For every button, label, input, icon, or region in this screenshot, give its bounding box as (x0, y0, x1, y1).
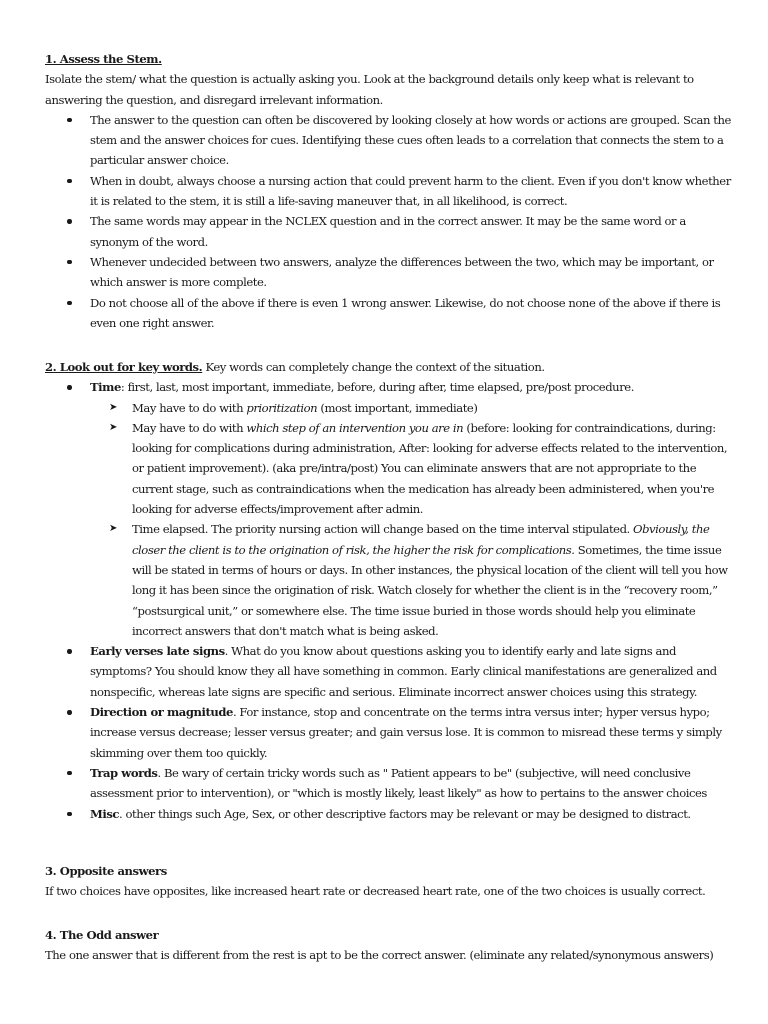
sub-item (87, 519, 735, 641)
term-label: Time (90, 380, 121, 395)
list-item: The answer to the question can often be discovered by looking closely at how words or actions are grouped. Scan the stem and the answer choices for cues. Identifying these cues often leads to a correlation that connects the stem to a particular answer choice. (45, 110, 735, 171)
section-odd-answer (45, 925, 735, 966)
term-label: Trap words (90, 765, 158, 780)
list-item: When in doubt, always choose a nursing action that could prevent harm to the client. Even if you don't know whether it is related to the stem, it is still a life-saving maneuver that, in all likelihood, is correct. (45, 171, 735, 212)
sub-text: May have to do with (132, 400, 247, 415)
sub-italic: prioritization (246, 400, 318, 415)
sub-text: Sometimes, the time issue will be stated in terms of hours or days. In other instances, the physical location of the client will tell you how long it has been since the origination of risk. Watch closely for whether the client is in the “recovery room,” “postsurgical unit,” or somewhere else. The time issue buried in those words should help you eliminate incorrect answers that don't match what is being asked. (132, 542, 728, 638)
sub-item (87, 398, 735, 418)
term-text: . What do you know about questions asking you to identify early and late signs and symptoms? You should know they all have something in common. Early clinical manifestations are generalized and nonspecific, whereas late signs are specific and serious. Eliminate incorrect answer choices using this strategy. (90, 644, 717, 699)
sub-text: (most important, immediate) (317, 400, 478, 415)
list-item: Do not choose all of the above if there is even 1 wrong answer. Likewise, do not choose none of the above if there is even one right answer. (45, 293, 735, 334)
sub-text: May have to do with (132, 420, 247, 435)
list-item-trap (45, 763, 735, 804)
list-item-early-late (45, 641, 735, 702)
term-text: : first, last, most important, immediate, before, during after, time elapsed, pre/post procedure. (120, 380, 634, 395)
section-heading: 1. Assess the Stem. (45, 52, 162, 66)
section-opposite-answers (45, 861, 735, 902)
term-text: . other things such Age, Sex, or other descriptive factors may be relevant or may be designed to distract. (119, 806, 691, 821)
sub-text: (before: looking for contraindications, during: looking for complications during administration, After: looking for adverse effects related to the intervention, or patient improvement). (aka pre/intra/post) You can eliminate answers that are not appropriate to the current stage, such as contraindications when the medication has already been administered, when you're looking for adverse effects/improvement after admin. (132, 420, 728, 517)
sub-item (87, 418, 735, 519)
section-intro: Isolate the stem/ what the question is actually asking you. Look at the background details only keep what is relevant to answering the question, and disregard irrelevant information. (45, 72, 694, 107)
section-heading: 4. The Odd answer (45, 928, 159, 942)
section-heading: 3. Opposite answers (45, 864, 167, 878)
section-key-words (45, 357, 735, 824)
section-assess-stem (45, 49, 735, 333)
sub-text: Time elapsed. The priority nursing action will change based on the time interval stipulated. (132, 522, 634, 537)
list-item-misc (45, 804, 735, 824)
list-item: Whenever undecided between two answers, analyze the differences between the two, which may be important, or which answer is more complete. (45, 252, 735, 293)
section-text: The one answer that is different from the rest is apt to be the correct answer. (eliminate any related/synonymous answers) (45, 948, 714, 963)
list-item: The same words may appear in the NCLEX question and in the correct answer. It may be the same word or a synonym of the word. (45, 211, 735, 252)
list-item-direction (45, 702, 735, 763)
bullet-list (45, 110, 735, 333)
term-text: . For instance, stop and concentrate on the terms intra versus inter; hyper versus hypo; increase versus decrease; lesser versus greater; and gain versus lose. It is common to misread these terms y simply skimming over them too quickly. (90, 705, 722, 760)
term-label: Early verses late signs (90, 644, 225, 659)
term-text: . Be wary of certain tricky words such as " Patient appears to be" (subjective, will need conclusive assessment prior to intervention), or "which is mostly likely, least likely" as how to pertains to the answer choices (90, 765, 707, 801)
term-label: Misc (90, 806, 120, 821)
section-text: If two choices have opposites, like increased heart rate or decreased heart rate, one of the two choices is usually correct. (45, 884, 706, 899)
list-item-time (45, 377, 735, 641)
section-heading: 2. Look out for key words. (45, 360, 203, 374)
section-heading-rest: Key words can completely change the context of the situation. (202, 360, 545, 374)
section-heading-line (45, 357, 735, 377)
term-label: Direction or magnitude (90, 705, 233, 720)
sub-italic: which step of an intervention you are in (246, 420, 464, 435)
bullet-list (45, 377, 735, 824)
sub-list (87, 398, 735, 642)
sub-italic: Obviously, the closer the client is to the origination of risk, the higher the risk for complications. (132, 522, 710, 557)
